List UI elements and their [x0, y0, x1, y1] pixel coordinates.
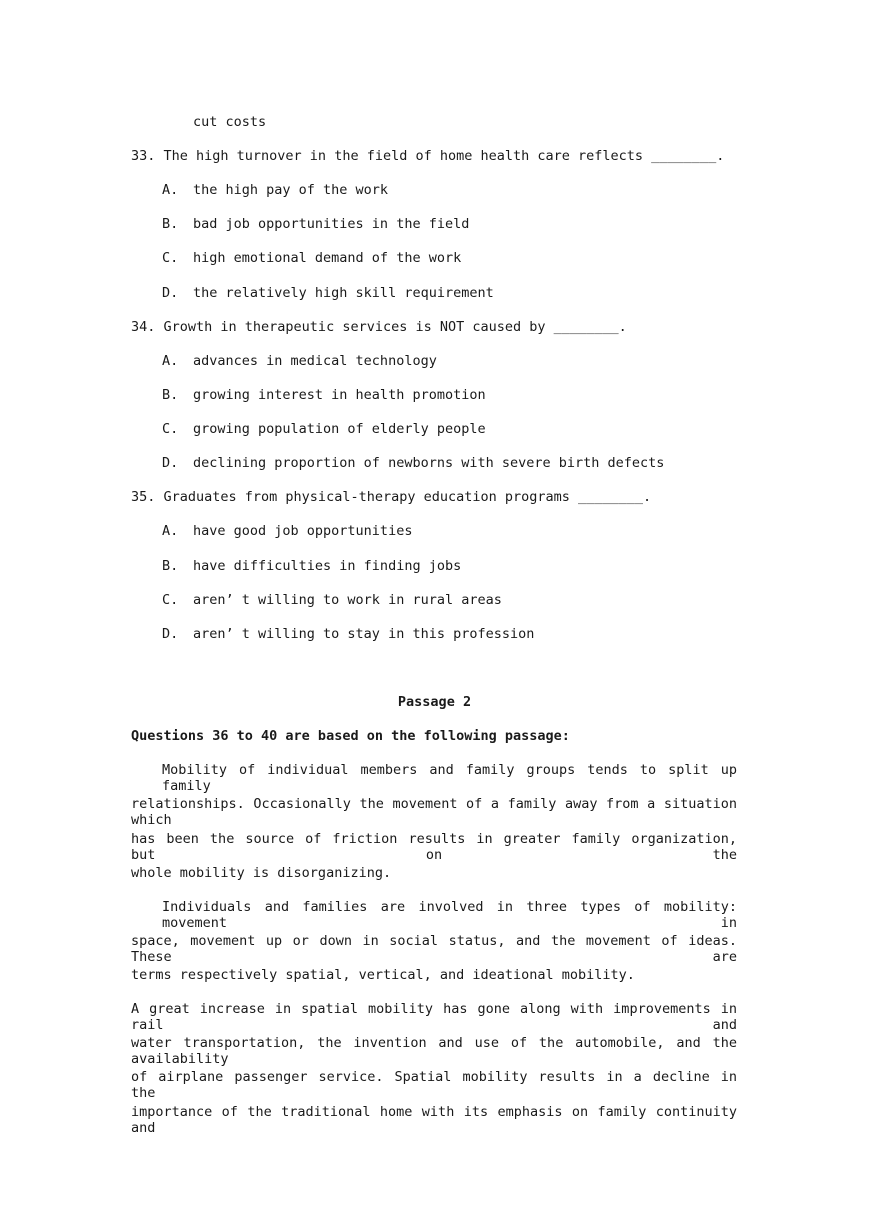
carryover-option-text: cut costs	[193, 114, 267, 130]
option-text: aren’ t willing to stay in this profession	[193, 626, 535, 642]
option-letter: C.	[162, 421, 179, 437]
paragraph-1-line: relationships. Occasionally the movement of a family away from a situation which	[131, 796, 737, 828]
option-text: aren’ t willing to work in rural areas	[193, 592, 502, 608]
option-text: bad job opportunities in the field	[193, 216, 470, 232]
paragraph-2-line: space, movement up or down in social status, and the movement of ideas. These are	[131, 933, 737, 965]
paragraph-1-line: whole mobility is disorganizing.	[131, 865, 392, 881]
paragraph-3-line: of airplane passenger service. Spatial mobility results in a decline in the	[131, 1069, 737, 1101]
paragraph-3-line: importance of the traditional home with its emphasis on family continuity and	[131, 1104, 737, 1136]
question-33-stem: 33. The high turnover in the field of home health care reflects ________.	[131, 148, 725, 164]
option-text: have good job opportunities	[193, 523, 413, 539]
paragraph-2-line: Individuals and families are involved in three types of mobility: movement in	[162, 899, 737, 931]
option-letter: D.	[162, 455, 179, 471]
paragraph-3-line: water transportation, the invention and use of the automobile, and the availability	[131, 1035, 737, 1067]
option-letter: B.	[162, 558, 179, 574]
option-text: declining proportion of newborns with severe birth defects	[193, 455, 665, 471]
question-35-stem: 35. Graduates from physical-therapy education programs ________.	[131, 489, 652, 505]
option-text: the relatively high skill requirement	[193, 285, 494, 301]
passage-instruction: Questions 36 to 40 are based on the following passage:	[131, 728, 570, 744]
passage-title: Passage 2	[397, 694, 472, 710]
option-letter: A.	[162, 523, 179, 539]
question-34-stem: 34. Growth in therapeutic services is NOT caused by ________.	[131, 319, 627, 335]
option-text: the high pay of the work	[193, 182, 389, 198]
option-letter: A.	[162, 353, 179, 369]
option-letter: D.	[162, 285, 179, 301]
option-letter: B.	[162, 216, 179, 232]
option-letter: B.	[162, 387, 179, 403]
option-text: growing population of elderly people	[193, 421, 486, 437]
option-letter: C.	[162, 250, 179, 266]
option-text: high emotional demand of the work	[193, 250, 462, 266]
paragraph-3-line: A great increase in spatial mobility has gone along with improvements in rail and	[131, 1001, 737, 1033]
option-letter: C.	[162, 592, 179, 608]
option-text: have difficulties in finding jobs	[193, 558, 462, 574]
option-text: growing interest in health promotion	[193, 387, 486, 403]
paragraph-1-line: Mobility of individual members and family groups tends to split up family	[162, 762, 737, 794]
paragraph-2-line: terms respectively spatial, vertical, and ideational mobility.	[131, 967, 635, 983]
paragraph-1-line: has been the source of friction results in greater family organization, but on the	[131, 831, 737, 863]
option-letter: A.	[162, 182, 179, 198]
option-letter: D.	[162, 626, 179, 642]
option-text: advances in medical technology	[193, 353, 437, 369]
